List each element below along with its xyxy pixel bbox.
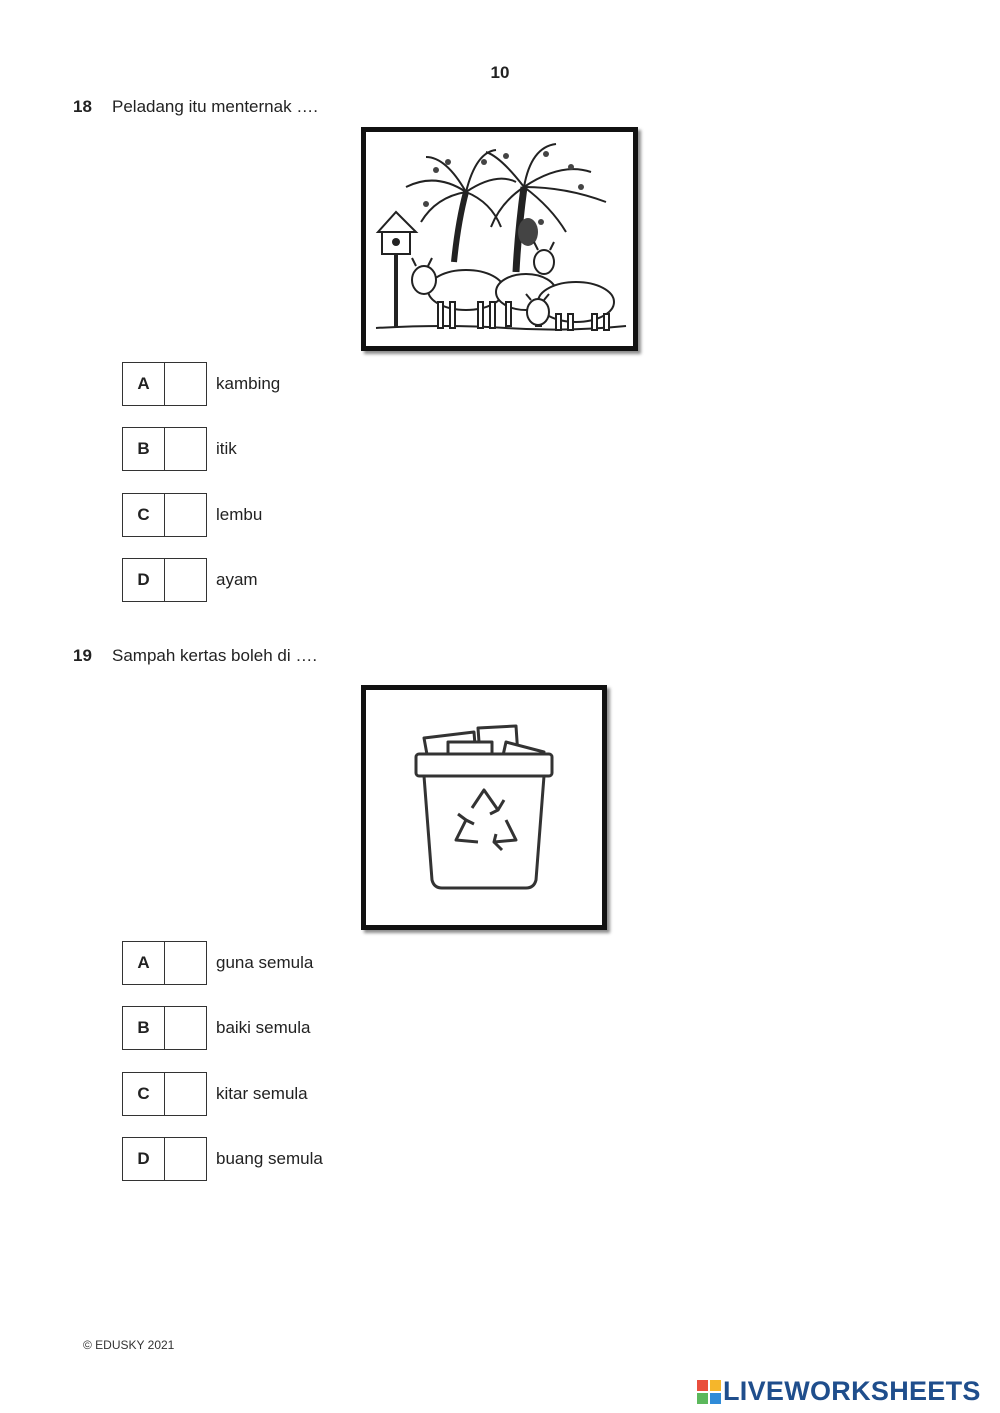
option-letter: C — [123, 494, 165, 536]
answer-box — [122, 362, 207, 406]
option-row — [122, 1072, 308, 1116]
answer-checkbox[interactable] — [165, 494, 206, 536]
option-row — [122, 558, 258, 602]
answer-checkbox[interactable] — [165, 942, 206, 984]
answer-checkbox[interactable] — [165, 559, 206, 601]
option-row — [122, 427, 237, 471]
brand-name: LIVEWORKSHEETS — [723, 1376, 981, 1406]
answer-checkbox[interactable] — [165, 1007, 206, 1049]
page-number: 10 — [490, 63, 510, 82]
cattle-illustration — [361, 127, 638, 351]
option-letter: B — [123, 1007, 165, 1049]
option-letter: D — [123, 559, 165, 601]
recycle-bin-illustration — [361, 685, 607, 930]
option-text: kambing — [216, 374, 281, 393]
answer-box — [122, 1072, 207, 1116]
answer-checkbox[interactable] — [165, 428, 206, 470]
question-text: Sampah kertas boleh di …. — [112, 646, 318, 665]
option-letter: A — [123, 363, 165, 405]
option-text: buang semula — [216, 1149, 323, 1168]
answer-box — [122, 1006, 207, 1050]
answer-checkbox[interactable] — [165, 363, 206, 405]
option-letter: B — [123, 428, 165, 470]
option-text: baiki semula — [216, 1018, 311, 1037]
copyright-text: © EDUSKY 2021 — [83, 1338, 175, 1352]
answer-box — [122, 558, 207, 602]
option-text: kitar semula — [216, 1084, 308, 1103]
option-row — [122, 362, 280, 406]
option-letter: C — [123, 1073, 165, 1115]
answer-box — [122, 1137, 207, 1181]
option-text: itik — [216, 439, 237, 458]
option-text: ayam — [216, 570, 258, 589]
question-number: 19 — [73, 646, 92, 665]
answer-checkbox[interactable] — [165, 1073, 206, 1115]
option-row — [122, 1006, 311, 1050]
cattle-farm-image — [366, 132, 633, 346]
option-text: guna semula — [216, 953, 314, 972]
answer-box — [122, 493, 207, 537]
answer-checkbox[interactable] — [165, 1138, 206, 1180]
option-row — [122, 941, 313, 985]
option-letter: D — [123, 1138, 165, 1180]
answer-box — [122, 941, 207, 985]
liveworksheets-icon — [697, 1380, 721, 1404]
option-text: lembu — [216, 505, 263, 524]
question-number: 18 — [73, 97, 92, 116]
question-text: Peladang itu menternak …. — [112, 97, 319, 116]
option-row — [122, 493, 262, 537]
option-letter: A — [123, 942, 165, 984]
answer-box — [122, 427, 207, 471]
option-row — [122, 1137, 323, 1181]
liveworksheets-logo[interactable] — [697, 1376, 981, 1407]
recycle-bin-icon — [366, 690, 602, 925]
